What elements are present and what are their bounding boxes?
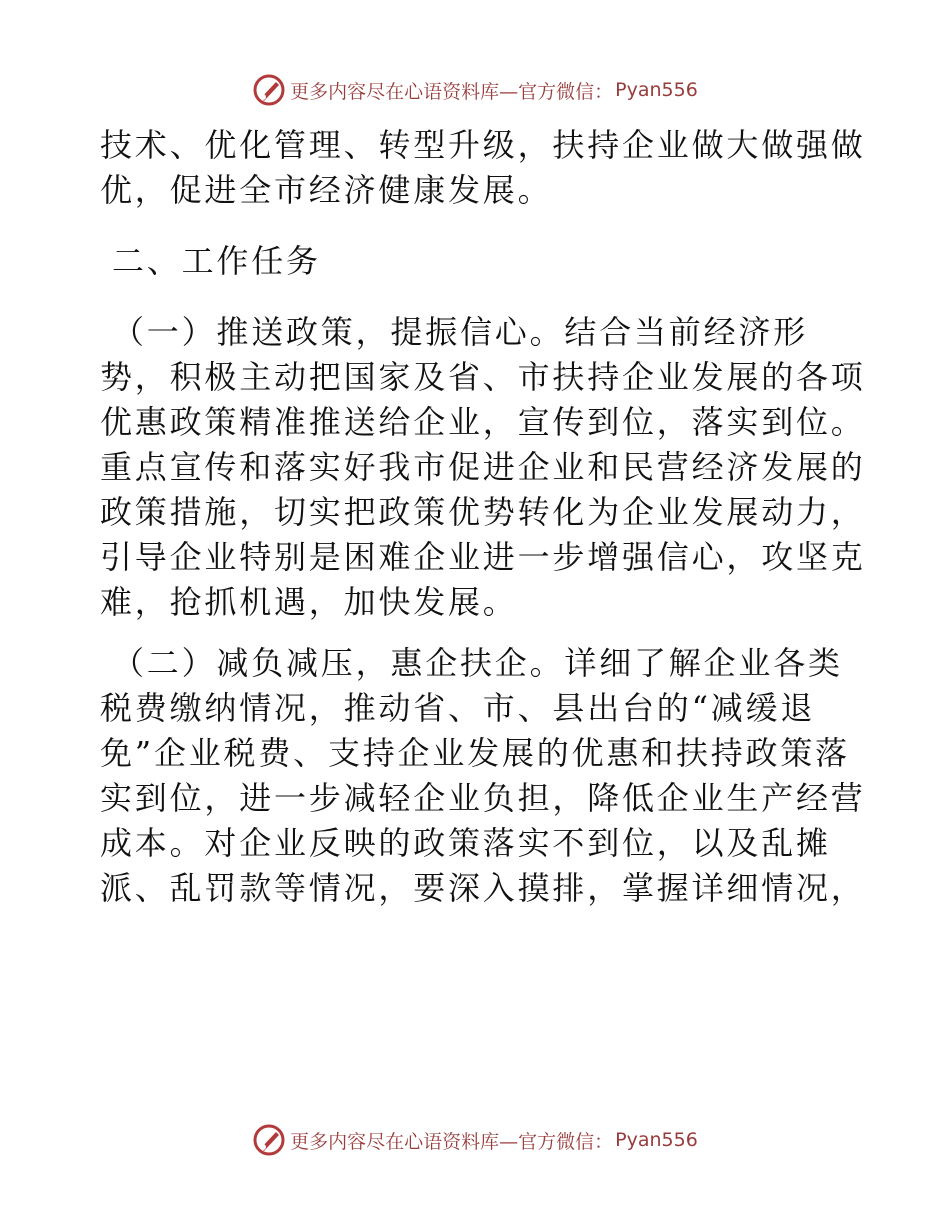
footer-watermark — [0, 1120, 950, 1160]
watermark-text: 更多内容尽在心语资料库—官方微信： — [290, 1130, 614, 1153]
watermark-text: 更多内容尽在心语资料库—官方微信： — [290, 80, 614, 103]
text-line: 优惠政策精准推送给企业，宣传到位，落实到位。 — [100, 403, 866, 441]
paragraph-intro — [100, 123, 866, 213]
text-line: 引导企业特别是困难企业进一步增强信心，攻坚克 — [100, 538, 866, 576]
text-line: 成本。对企业反映的政策落实不到位，以及乱摊 — [100, 824, 831, 862]
watermark-wechat-id: Pyan556 — [615, 1129, 698, 1151]
text-line: （二）减负减压，惠企扶企。详细了解企业各类 — [112, 644, 843, 682]
text-line: 政策措施，切实把政策优势转化为企业发展动力， — [100, 493, 866, 531]
text-line: 税费缴纳情况，推动省、市、县出台的“减缓退 — [100, 689, 816, 727]
text-line: 技术、优化管理、转型升级，扶持企业做大做强做 — [100, 126, 866, 164]
logo-icon — [252, 73, 286, 107]
text-line: 势，积极主动把国家及省、市扶持企业发展的各项 — [100, 358, 866, 396]
section-heading: 二、工作任务 — [112, 242, 321, 280]
document-body — [100, 123, 866, 927]
logo-icon — [252, 1123, 286, 1157]
text-line: 实到位，进一步减轻企业负担，降低企业生产经营 — [100, 779, 866, 817]
header-watermark — [0, 70, 950, 110]
text-line: 难，抢抓机遇，加快发展。 — [100, 583, 518, 621]
text-line: 派、乱罚款等情况，要深入摸排，掌握详细情况， — [100, 869, 866, 907]
watermark-wechat-id: Pyan556 — [615, 79, 698, 101]
text-line: 重点宣传和落实好我市促进企业和民营经济发展的 — [100, 448, 866, 486]
paragraph-policy — [100, 310, 866, 625]
text-line: 优，促进全市经济健康发展。 — [100, 171, 553, 209]
text-line: 免”企业税费、支持企业发展的优惠和扶持政策落 — [100, 734, 850, 772]
text-line: （一）推送政策，提振信心。结合当前经济形 — [112, 313, 809, 351]
paragraph-burden-relief — [100, 641, 866, 911]
